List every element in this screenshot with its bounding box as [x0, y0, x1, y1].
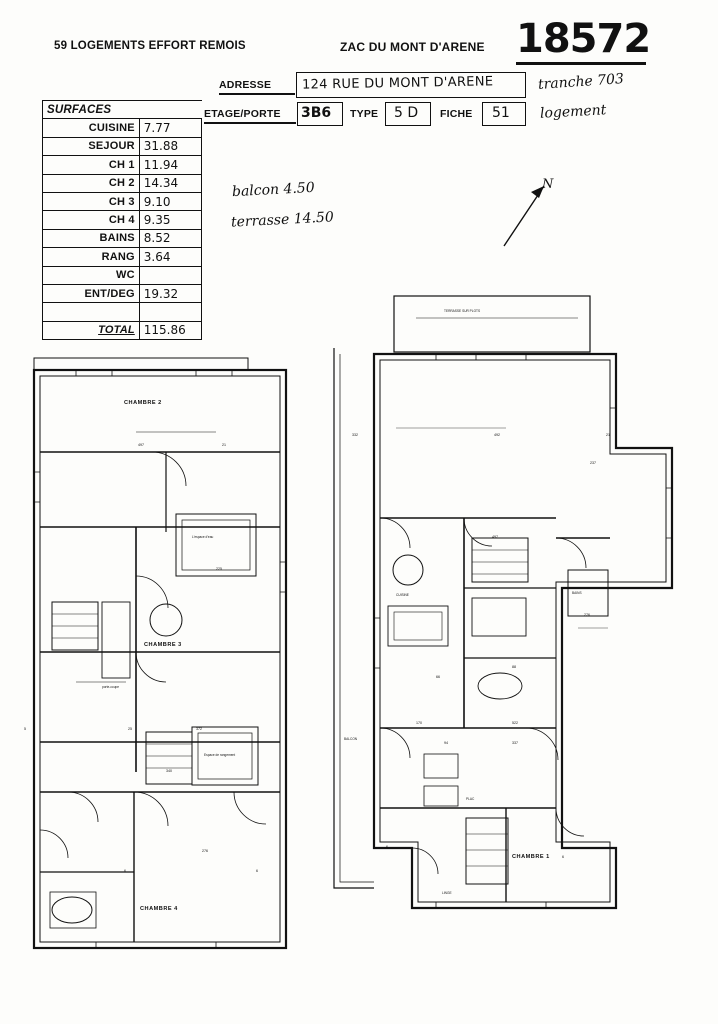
svg-text:6: 6 — [256, 869, 258, 873]
table-row — [43, 192, 202, 210]
etage-porte-label: ETAGE/PORTE — [204, 108, 281, 120]
row-label: WC — [43, 266, 140, 284]
row-label: BAINS — [43, 229, 140, 247]
svg-text:225: 225 — [216, 567, 222, 571]
plan-note: TERRASSE SUR PLOTS — [444, 309, 481, 313]
row-label: ENT/DEG — [43, 284, 140, 302]
row-value: 19.32 — [139, 284, 201, 302]
plan-note: BAINS — [572, 591, 582, 595]
svg-text:276: 276 — [202, 849, 208, 853]
fiche-value: 51 — [492, 105, 510, 121]
table-row — [43, 266, 202, 284]
svg-text:522: 522 — [512, 721, 518, 725]
total-value: 115.86 — [139, 321, 201, 339]
svg-text:6: 6 — [562, 855, 564, 859]
row-label — [43, 303, 140, 321]
zac-title: ZAC DU MONT D'ARENE — [340, 40, 485, 54]
row-label: CH 2 — [43, 174, 140, 192]
drawing-number-underline — [516, 62, 646, 65]
row-value: 14.34 — [139, 174, 201, 192]
row-value: 11.94 — [139, 156, 201, 174]
adresse-label: ADRESSE — [219, 79, 272, 91]
svg-text:276: 276 — [584, 613, 590, 617]
table-row — [43, 137, 202, 155]
svg-text:497: 497 — [138, 443, 144, 447]
adresse-value: 124 RUE DU MONT D'ARENE — [301, 74, 494, 93]
svg-text:21: 21 — [606, 433, 610, 437]
room-label: CHAMBRE 2 — [124, 400, 162, 406]
drawing-number-value: 18572 — [516, 16, 651, 62]
plan-note: porte-coupe — [102, 685, 120, 689]
adresse-underline — [219, 93, 295, 95]
row-label: CUISINE — [43, 119, 140, 137]
svg-text:6: 6 — [386, 845, 388, 849]
svg-text:94: 94 — [444, 741, 448, 745]
plan-note: L'espace d'eau — [192, 535, 214, 539]
type-value: 5 D — [394, 105, 419, 121]
table-row — [43, 248, 202, 266]
table-row — [43, 284, 202, 302]
svg-text:25: 25 — [128, 727, 132, 731]
project-title: 59 LOGEMENTS EFFORT REMOIS — [54, 40, 246, 52]
table-row — [43, 156, 202, 174]
svg-text:332: 332 — [352, 433, 358, 437]
row-value: 3.64 — [139, 248, 201, 266]
surfaces-title: SURFACES — [43, 101, 140, 119]
table-total-row — [43, 321, 202, 339]
table-row — [43, 229, 202, 247]
north-label: N — [542, 177, 554, 192]
svg-text:337: 337 — [512, 741, 518, 745]
plan-note: Espace de rangement — [204, 753, 236, 757]
row-label: CH 1 — [43, 156, 140, 174]
svg-text:497: 497 — [492, 535, 498, 539]
svg-text:88: 88 — [512, 665, 516, 669]
table-row — [43, 119, 202, 137]
floor-plan-right — [316, 288, 706, 978]
row-value: 31.88 — [139, 137, 201, 155]
total-label: TOTAL — [43, 321, 140, 339]
row-value: 8.52 — [139, 229, 201, 247]
plan-note: LINGE — [442, 891, 452, 895]
row-value — [139, 266, 201, 284]
room-label: CHAMBRE 4 — [140, 906, 178, 912]
table-row — [43, 174, 202, 192]
plan-note: PLAC — [466, 797, 475, 801]
balcon-note: balcon 4.50 — [231, 179, 316, 201]
table-row — [43, 211, 202, 229]
table-head-row — [43, 101, 202, 119]
svg-text:66: 66 — [436, 675, 440, 679]
row-label: SEJOUR — [43, 137, 140, 155]
row-label: CH 4 — [43, 211, 140, 229]
row-label: RANG — [43, 248, 140, 266]
etage-porte-underline — [204, 122, 296, 124]
row-value: 9.10 — [139, 192, 201, 210]
svg-text:5: 5 — [24, 727, 26, 731]
type-label: TYPE — [350, 108, 379, 120]
north-arrow-icon — [498, 176, 558, 248]
table-row — [43, 303, 202, 321]
plan-note: CUISINE — [396, 593, 409, 597]
svg-text:21: 21 — [222, 443, 226, 447]
drawing-number — [516, 16, 650, 62]
svg-text:340: 340 — [166, 769, 172, 773]
etage-porte-value: 3B6 — [301, 105, 332, 121]
room-label: CHAMBRE 3 — [144, 642, 182, 648]
svg-text:170: 170 — [416, 721, 422, 725]
svg-text:237: 237 — [590, 461, 596, 465]
surfaces-table — [42, 100, 202, 340]
surfaces-title-blank — [139, 101, 201, 119]
row-value: 9.35 — [139, 211, 201, 229]
row-value: 7.77 — [139, 119, 201, 137]
floor-plan-left — [16, 352, 316, 962]
svg-text:372: 372 — [196, 727, 202, 731]
svg-text:6: 6 — [124, 869, 126, 873]
fiche-label: FICHE — [440, 108, 473, 120]
row-label: CH 3 — [43, 192, 140, 210]
plan-note: BALCON — [344, 737, 358, 741]
terrasse-note: terrasse 14.50 — [230, 209, 335, 231]
tranche-note: tranche 703 — [537, 71, 625, 93]
logement-note: logement — [539, 102, 607, 122]
row-value — [139, 303, 201, 321]
svg-text:492: 492 — [494, 433, 500, 437]
room-label: CHAMBRE 1 — [512, 854, 550, 860]
